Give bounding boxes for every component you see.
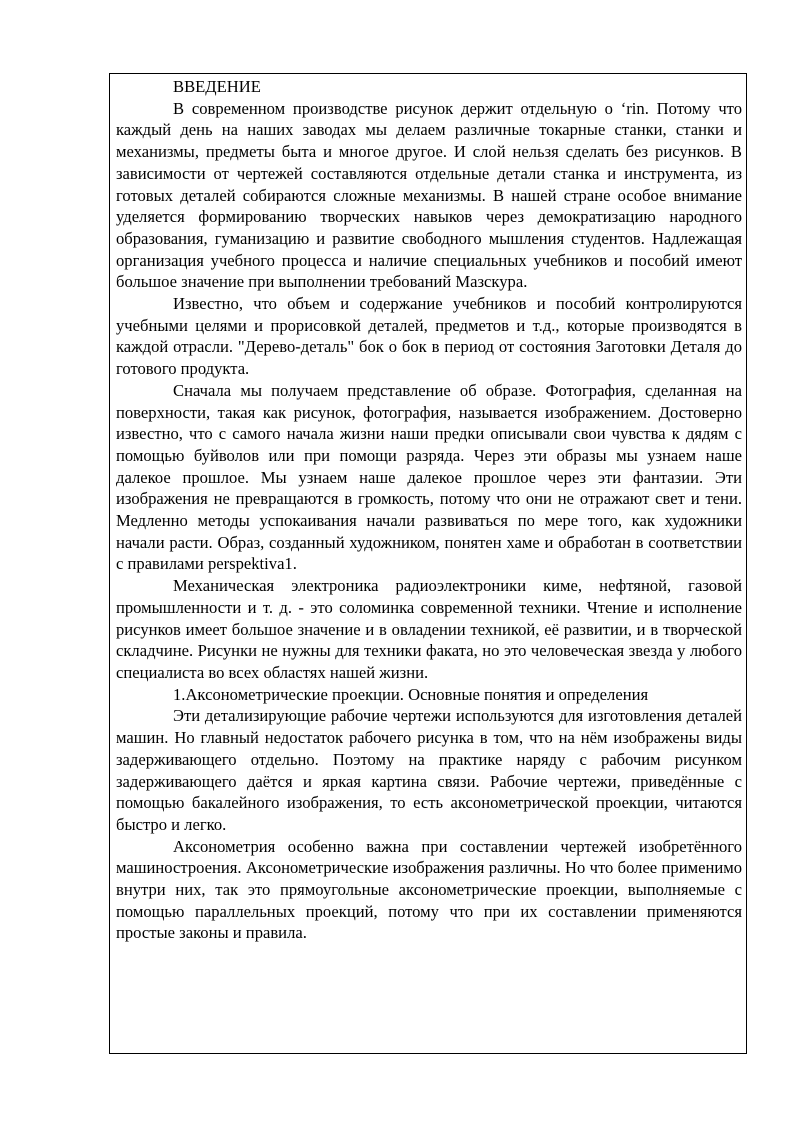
- section-heading-introduction: ВВЕДЕНИЕ: [173, 77, 261, 96]
- paragraph: Известно, что объем и содержание учебников и пособий контролируются учебными целями и прорисовкой деталей, предметов и т.д., которые производятся в каждой отрасли. "Дерево-деталь" бок о бок в период от состояния Заготовки Деталя до готового продукта.: [116, 294, 742, 379]
- paragraph: Сначала мы получаем представление об образе. Фотография, сделанная на поверхности, такая как рисунок, фотография, называется изображением. Достоверно известно, что с самого начала жизни наши предки описывали свои чувства к дядям с помощью буйволов или при помощи разряда. Через эти образы мы узнаем наше далекое прошлое. Мы узнаем наше далекое прошлое через эти фантазии. Эти изображения не превращаются в громкость, потому что они не отражают свет и тени. Медленно методы успокаивания начали развиваться по мере того, как художники начали расти. Образ, созданный художником, понятен хаме и обработан в соответствии с правилами perspektiva1.: [116, 380, 742, 574]
- section-heading-axonometric: 1.Аксонометрические проекции. Основные понятия и определения: [173, 684, 649, 704]
- paragraph: Эти детализирующие рабочие чертежи используются для изготовления деталей машин. Но главный недостаток рабочего рисунка в том, что на нём изображены виды задерживающего отдельно. Поэтому на практике наряду с рабочим рисунком задерживающего даётся и яркая картина связи. Рабочие чертежи, приведённые с помощью бакалейного изображения, то есть аксонометрической проекции, читаются быстро и легко.: [116, 706, 742, 834]
- paragraph: В современном производстве рисунок держит отдельную о ‘rin. Потому что каждый день на наших заводах мы делаем различные токарные станки, станки и механизмы, предметы быта и многое другое. И слой нельзя сделать без рисунков. В зависимости от чертежей составляются отдельные детали станка и инструмента, из готовых деталей собираются сложные механизмы. В нашей стране особое внимание уделяется формированию творческих навыков через демократизацию народного образования, гуманизацию и развитие свободного мышления студентов. Надлежащая организация учебного процесса и наличие специальных учебников и пособий имеют большое значение при выполнении требований Мазскура.: [116, 98, 742, 292]
- paragraph: Аксонометрия особенно важна при составлении чертежей изобретённого машиностроения. Аксонометрические изображения различны. Но что более применимо внутри них, так это прямоугольные аксонометрические проекции, выполняемые с помощью параллельных проекций, потому что при их составлении применяются простые законы и правила.: [116, 836, 742, 943]
- document-body: [116, 76, 742, 944]
- paragraph: Механическая электроника радиоэлектроники киме, нефтяной, газовой промышленности и т. д. - это соломинка современной техники. Чтение и исполнение рисунков имеет большое значение и в овладении техникой, её развитии, и в творческой складчине. Рисунки не нужны для техники факата, но это человеческая звезда у любого специалиста во всех областях нашей жизни.: [116, 576, 742, 682]
